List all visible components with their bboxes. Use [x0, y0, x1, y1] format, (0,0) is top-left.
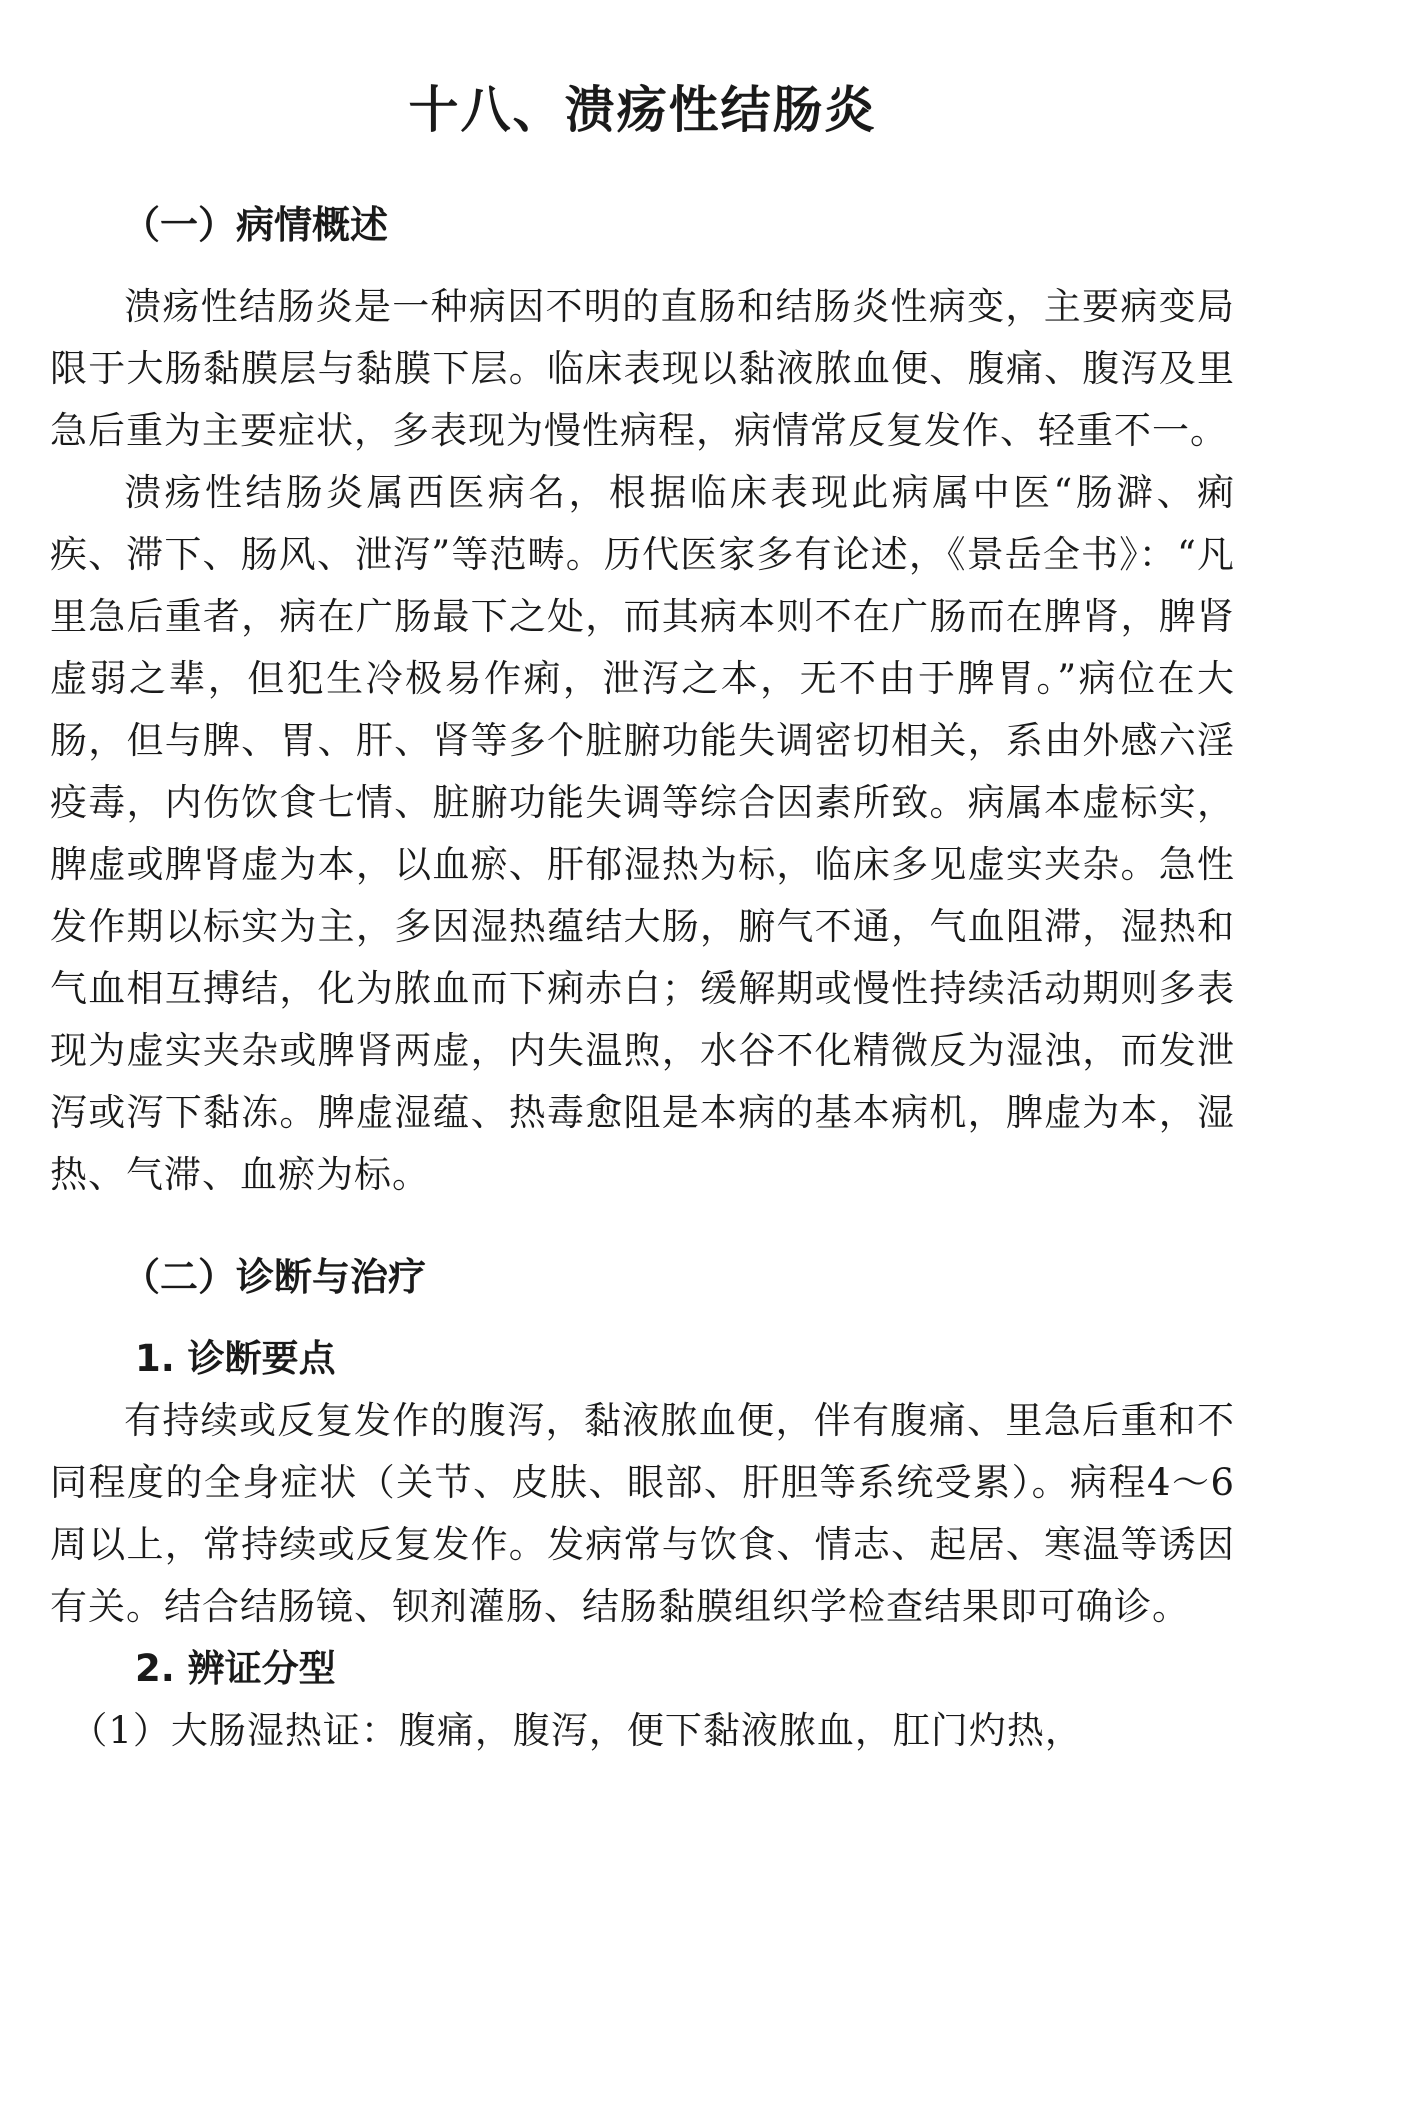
subsection-heading-syndrome-types: 2. 辨证分型	[135, 1647, 336, 1690]
paragraph: 溃疡性结肠炎属西医病名，根据临床表现此病属中医“肠澼、痢疾、滞下、肠风、泄泻”等范畴。历代医家多有论述，《景岳全书》：“凡里急后重者，病在广肠最下之处，而其病本则不在广肠而在脾肾，脾肾虚弱之辈，但犯生冷极易作痢，泄泻之本，无不由于脾胃。”病位在大肠，但与脾、胃、肝、肾等多个脏腑功能失调密切相关，系由外感六淫疫毒，内伤饮食七情、脏腑功能失调等综合因素所致。病属本虚标实，脾虚或脾肾虚为本，以血瘀、肝郁湿热为标，临床多见虚实夹杂。急性发作期以标实为主，多因湿热蕴结大肠，腑气不通，气血阻滞，湿热和气血相互搏结，化为脓血而下痢赤白；缓解期或慢性持续活动期则多表现为虚实夹杂或脾肾两虚，内失温煦，水谷不化精微反为湿浊，而发泄泻或泻下黏冻。脾虚湿蕴、热毒愈阻是本病的基本病机，脾虚为本，湿热、气滞、血瘀为标。	[50, 471, 1235, 1196]
paragraph: 有持续或反复发作的腹泻，黏液脓血便，伴有腹痛、里急后重和不同程度的全身症状（关节、皮肤、眼部、肝胆等系统受累）。病程4～6周以上，常持续或反复发作。发病常与饮食、情志、起居、寒温等诱因有关。结合结肠镜、钡剂灌肠、结肠黏膜组织学检查结果即可确诊。	[50, 1399, 1235, 1628]
section-heading-overview: （一）病情概述	[122, 203, 389, 247]
subsection-heading-diagnosis-points: 1. 诊断要点	[135, 1337, 336, 1380]
section-heading-diagnosis-treatment: （二）诊断与治疗	[122, 1255, 427, 1299]
paragraph: 溃疡性结肠炎是一种病因不明的直肠和结肠炎性病变，主要病变局限于大肠黏膜层与黏膜下层。临床表现以黏液脓血便、腹痛、腹泻及里急后重为主要症状，多表现为慢性病程，病情常反复发作、轻重不一。	[50, 285, 1235, 452]
paragraph: （1）大肠湿热证：腹痛，腹泻，便下黏液脓血，肛门灼热，	[70, 1709, 1083, 1752]
page-title: 十八、溃疡性结肠炎	[408, 81, 877, 139]
document-page	[50, 70, 1235, 1762]
